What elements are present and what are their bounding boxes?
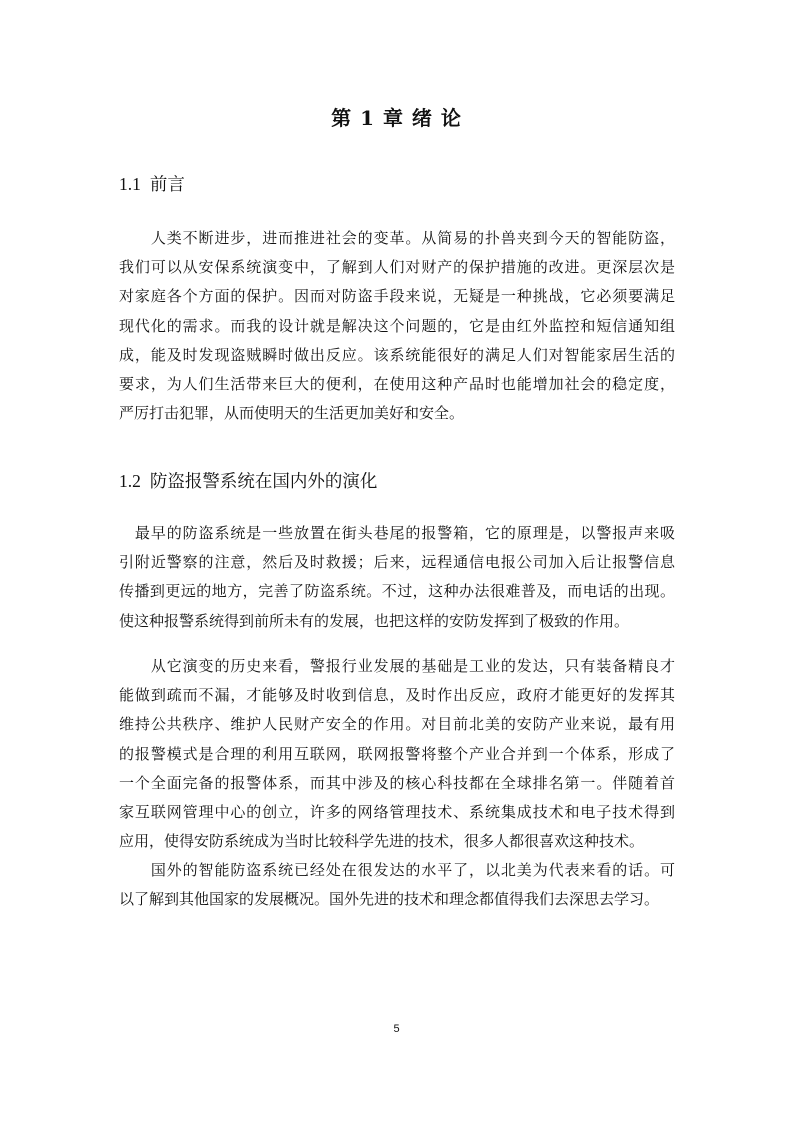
paragraph-history xyxy=(119,519,675,636)
paragraph-line: 要求，为人们生活带来巨大的便利，在使用这种产品时也能增加社会的稳定度， xyxy=(119,374,675,393)
paragraph-line: 成，能及时发现盗贼瞬时做出反应。该系统能很好的满足人们对智能家居生活的 xyxy=(119,345,675,364)
paragraph-intro xyxy=(119,224,675,428)
paragraph-line: 家互联网管理中心的创立，许多的网络管理技术、系统集成技术和电子技术得到 xyxy=(119,802,675,821)
paragraph-overseas xyxy=(119,856,675,914)
section-heading-1-2 xyxy=(119,468,377,495)
paragraph-line: 对家庭各个方面的保护。因而对防盗手段来说，无疑是一种挑战，它必须要满足 xyxy=(119,287,675,306)
paragraph-line: 最早的防盗系统是一些放置在街头巷尾的报警箱，它的原理是，以警报声来吸 xyxy=(119,524,675,542)
section-heading-1-1 xyxy=(119,171,185,198)
paragraph-line: 引附近警察的注意，然后及时救援；后来，远程通信电报公司加入后让报警信息 xyxy=(119,553,675,572)
section-title: 前言 xyxy=(149,175,185,195)
paragraph-line: 现代化的需求。而我的设计就是解决这个问题的，它是由红外监控和短信通知组 xyxy=(119,316,675,335)
paragraph-line: 的报警模式是合理的利用互联网，联网报警将整个产业合并到一个体系，形成了 xyxy=(119,744,675,763)
paragraph-line: 使这种报警系统得到前所未有的发展，也把这样的安防发挥到了极致的作用。 xyxy=(119,611,630,630)
section-number: 1.1 xyxy=(119,174,141,194)
paragraph-evolution xyxy=(119,652,675,856)
paragraph-line: 一个全面完备的报警体系，而其中涉及的核心科技都在全球排名第一。伴随着首 xyxy=(119,773,675,792)
paragraph-line: 传播到更远的地方，完善了防盗系统。不过，这种办法很难普及，而电话的出现。 xyxy=(119,582,675,601)
paragraph-line: 维持公共秩序、维护人民财产安全的作用。对目前北美的安防产业来说，最有用 xyxy=(119,715,675,734)
paragraph-line: 从它演变的历史来看，警报行业发展的基础是工业的发达，只有装备精良才 xyxy=(119,657,675,675)
section-title: 防盗报警系统在国内外的演化 xyxy=(149,472,378,492)
paragraph-line: 国外的智能防盗系统已经处在很发达的水平了，以北美为代表来看的话。可 xyxy=(119,861,675,879)
paragraph-line: 应用，使得安防系统成为当时比较科学先进的技术，很多人都很喜欢这种技术。 xyxy=(119,832,645,851)
paragraph-line: 能做到疏而不漏，才能够及时收到信息，及时作出反应，政府才能更好的发挥其 xyxy=(119,686,675,705)
paragraph-line: 我们可以从安保系统演变中，了解到人们对财产的保护措施的改进。更深层次是 xyxy=(119,258,675,277)
paragraph-line: 以了解到其他国家的发展概况。国外先进的技术和理念都值得我们去深思去学习。 xyxy=(119,890,660,909)
page-number: 5 xyxy=(393,1023,400,1035)
paragraph-line: 严厉打击犯罪，从而使明天的生活更加美好和安全。 xyxy=(119,404,465,423)
section-number: 1.2 xyxy=(119,471,141,491)
paragraph-line: 人类不断进步，进而推进社会的变革。从简易的扑兽夹到今天的智能防盗， xyxy=(119,229,675,247)
chapter-title: 第 1 章 绪 论 xyxy=(331,106,462,130)
